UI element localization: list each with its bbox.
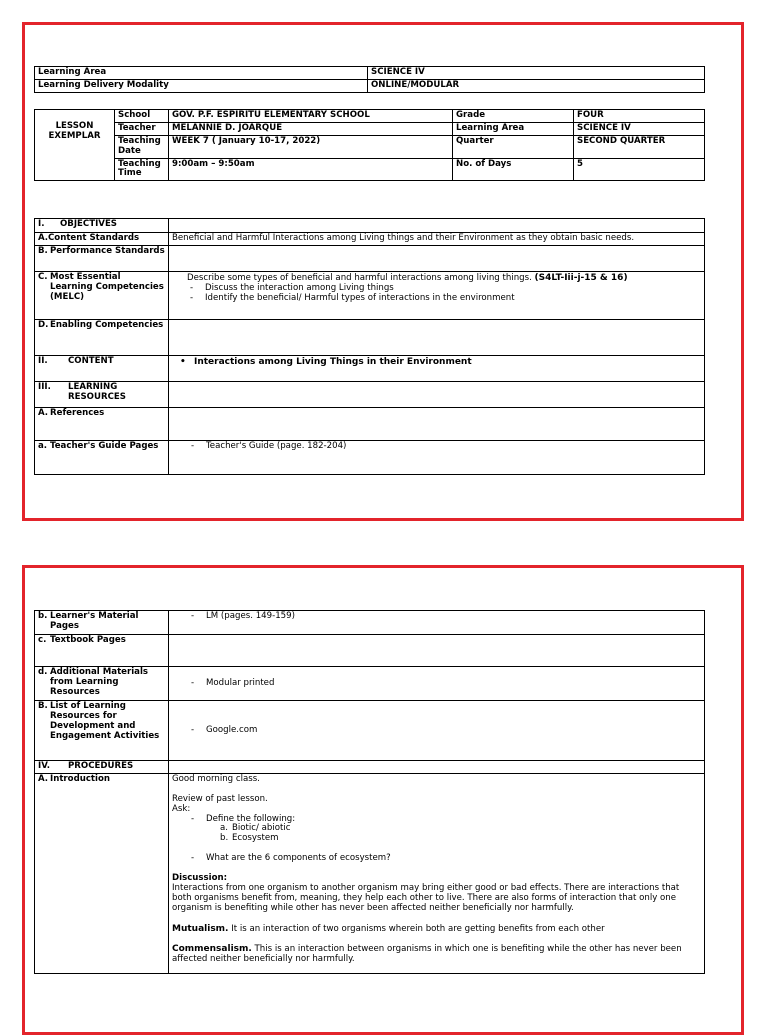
- objectives-cell: [169, 219, 705, 233]
- additional-materials-value: - Modular printed: [169, 667, 705, 701]
- content-standards-label: A.Content Standards: [35, 233, 169, 246]
- school-label: School: [115, 110, 169, 123]
- ask-text: Ask:: [172, 803, 191, 814]
- content-value: • Interactions among Living Things in their Environment: [169, 355, 705, 381]
- melc-code: (S4LT-Iii-j-15 & 16): [534, 272, 628, 283]
- learners-material-value: - LM (pages. 149-159): [169, 611, 705, 635]
- date-label: Teaching Date: [115, 135, 169, 158]
- melc-item: - Discuss the interaction among Living things: [205, 284, 701, 294]
- mutualism-paragraph: Mutualism. It is an interaction of two organisms wherein both are getting benefits from each other: [172, 923, 605, 934]
- introduction-content: [169, 773, 705, 973]
- learning-resources-label: III. LEARNING RESOURCES: [35, 381, 169, 407]
- teacher-label: Teacher: [115, 122, 169, 135]
- commensalism-paragraph: Commensalism. This is an interaction between organisms in which one is benefiting while the other has never been affected neither beneficially nor harmfully.: [172, 944, 682, 965]
- define-item: a. Biotic/ abiotic: [220, 823, 291, 834]
- document-page-1: [22, 22, 744, 521]
- content-label: II. CONTENT: [35, 355, 169, 381]
- melc-text: Describe some types of beneficial and harmful interactions among living things.: [187, 272, 532, 283]
- date-value: WEEK 7 ( January 10-17, 2022): [169, 135, 453, 158]
- teachers-guide-value: - Teacher's Guide (page. 182-204): [169, 440, 705, 474]
- performance-standards-value: [169, 245, 705, 271]
- additional-materials-label: d. Additional Materials from Learning Resources: [35, 667, 169, 701]
- modality-value: ONLINE/MODULAR: [368, 79, 705, 92]
- list-resources-label: B. List of Learning Resources for Development and Engagement Activities: [35, 701, 169, 761]
- review-text: Review of past lesson.: [172, 793, 268, 804]
- discussion-text: Interactions from one organism to another organism may bring either good or bad effects. There are interactions that both organisms benefit from, meaning, they help each other to live. There are also forms of interaction that only one organism is benefiting while other has never been affected neither beneficially nor harmfully.: [172, 882, 680, 913]
- teacher-value: MELANNIE D. JOARQUE: [169, 122, 453, 135]
- quarter-label: Quarter: [453, 135, 574, 158]
- lesson-exemplar-title: LESSON EXEMPLAR: [35, 110, 115, 181]
- grade-value: FOUR: [574, 110, 705, 123]
- objectives-table: [34, 218, 705, 475]
- learning-area-value-2: SCIENCE IV: [574, 122, 705, 135]
- teachers-guide-label: a. Teacher's Guide Pages: [35, 440, 169, 474]
- discussion-title: Discussion:: [172, 873, 228, 883]
- objectives-heading: I. OBJECTIVES: [35, 219, 169, 233]
- melc-value: [169, 271, 705, 319]
- days-value: 5: [574, 158, 705, 181]
- list-resources-value: - Google.com: [169, 701, 705, 761]
- days-label: No. of Days: [453, 158, 574, 181]
- school-value: GOV. P.F. ESPIRITU ELEMENTARY SCHOOL: [169, 110, 453, 123]
- procedures-value: [169, 761, 705, 774]
- introduction-label: A. Introduction: [35, 773, 169, 973]
- learning-area-label: Learning Area: [35, 67, 368, 80]
- content-standards-value: Beneficial and Harmful Interactions among Living things and their Environment as they obtain basic needs.: [169, 233, 705, 246]
- procedures-label: IV. PROCEDURES: [35, 761, 169, 774]
- enabling-label: D. Enabling Competencies: [35, 319, 169, 355]
- time-value: 9:00am – 9:50am: [169, 158, 453, 181]
- textbook-label: c. Textbook Pages: [35, 635, 169, 667]
- lesson-info-table: [34, 109, 705, 181]
- performance-standards-label: B. Performance Standards: [35, 245, 169, 271]
- define-item: b. Ecosystem: [220, 833, 279, 844]
- resources-procedures-table: [34, 610, 705, 974]
- modality-table: [34, 66, 705, 93]
- quarter-value: SECOND QUARTER: [574, 135, 705, 158]
- modality-label: Learning Delivery Modality: [35, 79, 368, 92]
- enabling-value: [169, 319, 705, 355]
- greeting: Good morning class.: [172, 773, 260, 784]
- references-label: A. References: [35, 407, 169, 440]
- learning-area-label-2: Learning Area: [453, 122, 574, 135]
- learning-resources-value: [169, 381, 705, 407]
- melc-label: C. Most Essential Learning Competencies (MELC): [35, 271, 169, 319]
- melc-item: - Identify the beneficial/ Harmful types of interactions in the environment: [205, 294, 701, 304]
- references-value: [169, 407, 705, 440]
- grade-label: Grade: [453, 110, 574, 123]
- learners-material-label: b. Learner's Material Pages: [35, 611, 169, 635]
- document-page-2: [22, 565, 744, 1035]
- components-question: - What are the 6 components of ecosystem?: [206, 854, 701, 864]
- define-text: - Define the following:: [206, 815, 701, 825]
- time-label: Teaching Time: [115, 158, 169, 181]
- textbook-value: [169, 635, 705, 667]
- learning-area-value: SCIENCE IV: [368, 67, 705, 80]
